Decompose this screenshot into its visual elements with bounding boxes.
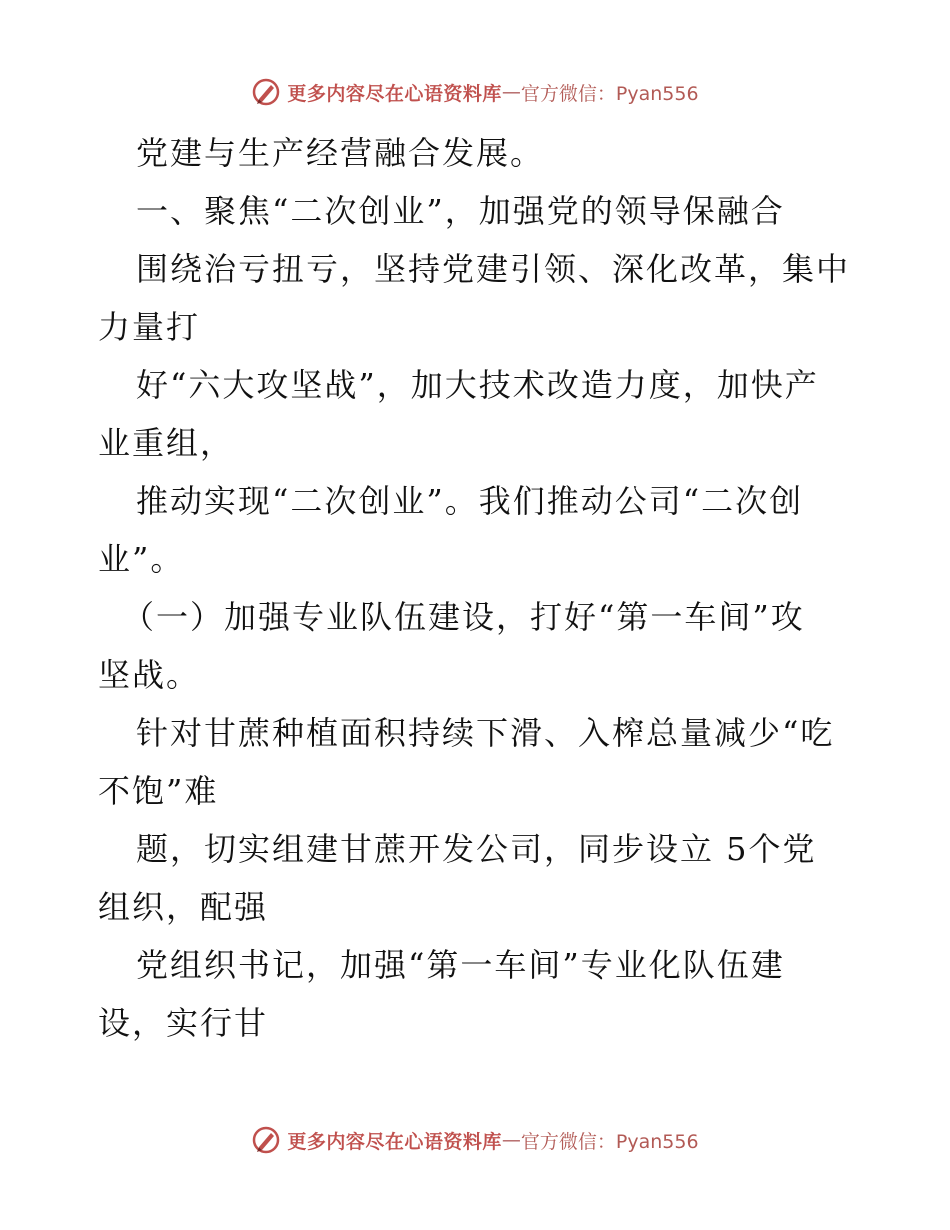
banner-wechat-id: 官方微信：Pyan556	[520, 1130, 699, 1153]
pen-logo-icon	[251, 77, 281, 107]
paragraph-line: 坚战。	[98, 656, 201, 694]
paragraph-line: 业重组，	[98, 424, 235, 462]
paragraph-line: 围绕治亏扭亏，坚持党建引领、深化改革，集中	[136, 250, 851, 288]
banner-text: 更多内容尽在心语资料库	[287, 1130, 502, 1153]
paragraph-line: 推动实现“二次创业”。我们推动公司“二次创	[136, 482, 804, 520]
document-body	[98, 124, 858, 1052]
banner-separator: —	[501, 81, 521, 103]
paragraph-line: 党建与生产经营融合发展。	[136, 134, 545, 172]
pen-logo-icon	[251, 1125, 281, 1155]
paragraph-line: 针对甘蔗种植面积持续下滑、入榨总量减少“吃	[136, 714, 835, 752]
footer-banner	[0, 1120, 950, 1160]
banner-wechat-id: 官方微信：Pyan556	[520, 82, 699, 105]
header-banner	[0, 72, 950, 112]
banner-text: 更多内容尽在心语资料库	[287, 82, 502, 105]
paragraph-line: 不饱”难	[98, 772, 219, 810]
paragraph-line: 力量打	[98, 308, 201, 346]
paragraph-line: 组织，配强	[98, 888, 269, 926]
subsection-heading: （一）加强专业队伍建设，打好“第一车间”攻	[122, 598, 805, 636]
paragraph-line: 设，实行甘	[98, 1004, 269, 1042]
paragraph-line: 好“六大攻坚战”，加大技术改造力度，加快产	[136, 366, 819, 404]
paragraph-line: 党组织书记，加强“第一车间”专业化队伍建	[136, 946, 785, 984]
paragraph-line: 业”。	[98, 540, 185, 578]
paragraph-line: 题，切实组建甘蔗开发公司，同步设立 5个党	[136, 830, 817, 868]
banner-separator: —	[501, 1129, 521, 1151]
section-heading: 一、聚焦“二次创业”，加强党的领导保融合	[136, 192, 785, 230]
